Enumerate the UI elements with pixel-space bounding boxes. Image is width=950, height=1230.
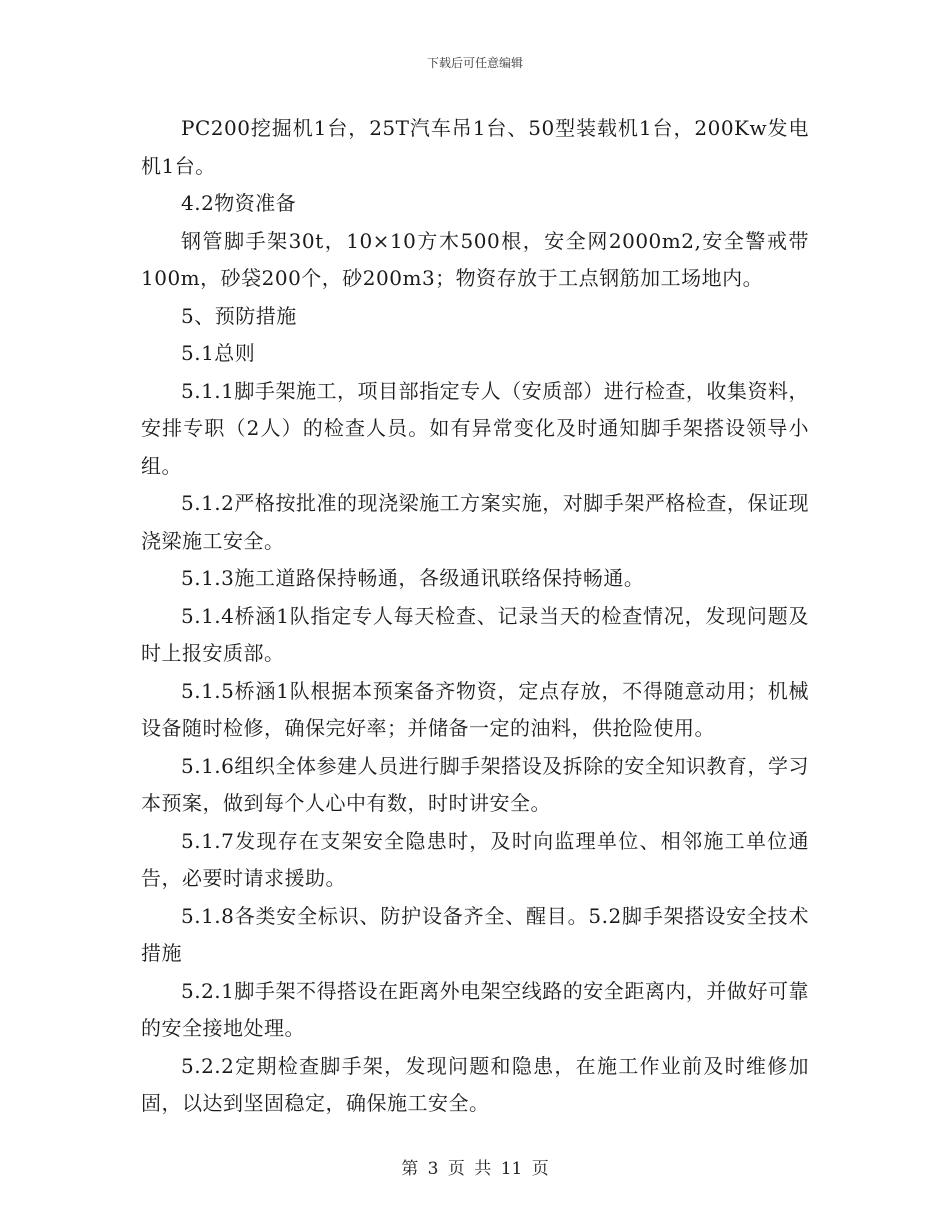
paragraph: 5.1.8各类安全标识、防护设备齐全、醒目。5.2脚手架搭设安全技术措施 (141, 903, 809, 965)
document-body (141, 110, 809, 1123)
paragraph: 5.2.2定期检查脚手架，发现问题和隐患，在施工作业前及时维修加固，以达到坚固稳定，确保施工安全。 (141, 1053, 809, 1115)
page-header-note: 下载后可任意编辑 (426, 56, 523, 70)
paragraph: 5.1.2严格按批准的现浇梁施工方案实施，对脚手架严格检查，保证现浇梁施工安全。 (141, 491, 809, 553)
paragraph: PC200挖掘机1台，25T汽车吊1台、50型装载机1台，200Kw发电机1台。 (141, 116, 809, 178)
page-number: 第 3 页 共 11 页 (401, 1159, 549, 1179)
paragraph: 5.1.1脚手架施工，项目部指定专人（安质部）进行检查，收集资料，安排专职（2人）的检查人员。如有异常变化及时通知脚手架搭设领导小组。 (141, 378, 809, 478)
paragraph: 5.1.3施工道路保持畅通，各级通讯联络保持畅通。 (181, 566, 645, 590)
paragraph: 5.2.1脚手架不得搭设在距离外电架空线路的安全距离内，并做好可靠的安全接地处理。 (141, 978, 809, 1040)
paragraph: 5.1.7发现存在支架安全隐患时，及时向监理单位、相邻施工单位通告，必要时请求援助。 (141, 828, 809, 890)
section-heading: 5.1总则 (181, 341, 256, 365)
paragraph: 钢管脚手架30t，10×10方木500根，安全网2000m2,安全警戒带100m，砂袋200个，砂200m3；物资存放于工点钢筋加工场地内。 (141, 228, 809, 290)
section-heading: 5、预防措施 (181, 303, 297, 328)
section-heading: 4.2物资准备 (181, 191, 297, 215)
paragraph: 5.1.4桥涵1队指定专人每天检查、记录当天的检查情况，发现问题及时上报安质部。 (141, 603, 809, 665)
paragraph: 5.1.5桥涵1队根据本预案备齐物资，定点存放，不得随意动用；机械设备随时检修，确保完好率；并储备一定的油料，供抢险使用。 (141, 678, 809, 740)
paragraph: 5.1.6组织全体参建人员进行脚手架搭设及拆除的安全知识教育，学习本预案，做到每个人心中有数，时时讲安全。 (141, 753, 809, 815)
